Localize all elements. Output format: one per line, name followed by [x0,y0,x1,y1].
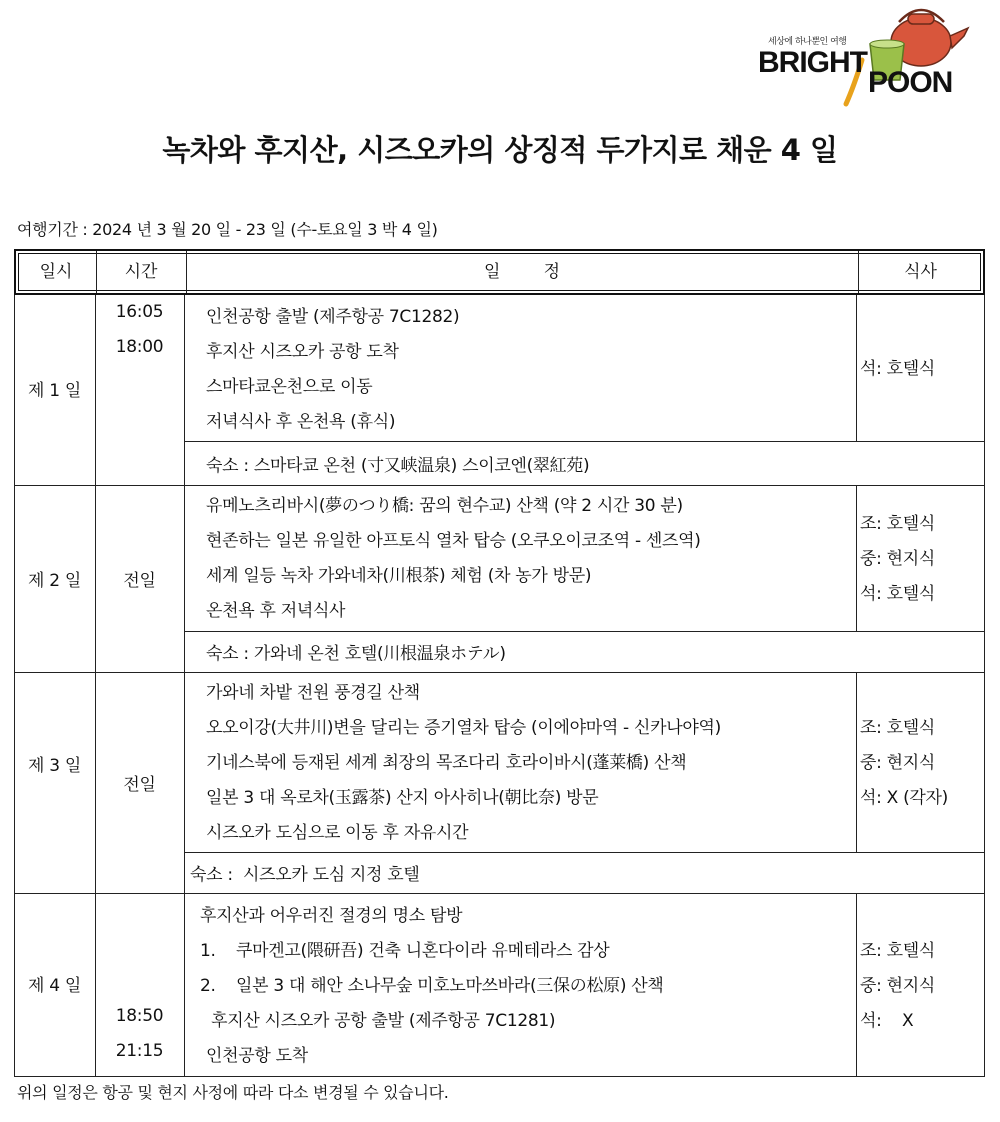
table-border-bottom [14,1076,985,1077]
footnote: 위의 일정은 항공 및 현지 사정에 따라 다소 변경될 수 있습니다. [17,1083,449,1102]
schedule-item: 일본 3 대 옥로차(玉露茶) 산지 아사히나(朝比奈) 방문 [206,788,599,808]
column-divider [856,485,857,631]
meal-item: 중: 현지식 [860,753,936,773]
column-divider [856,295,857,441]
lodging: 숙소 : 가와네 온천 호텔(川根温泉ホテル) [206,644,506,664]
schedule-item: 오오이강(大井川)변을 달리는 증기열차 탑승 (이에야마역 - 신카나야역) [206,718,721,738]
header-meal: 식사 [904,262,937,282]
meal-item: 조: 호텔식 [860,718,936,738]
schedule-item: 기네스북에 등재된 세계 최장의 목조다리 호라이바시(蓬莱橋) 산책 [206,753,687,773]
itinerary-table [14,249,985,1077]
row-divider [14,672,984,673]
lodging: 숙소 : 스마타쿄 온천 (寸又峡温泉) 스이코엔(翠紅苑) [206,456,590,476]
brand-logo [758,0,973,112]
logo-word-bright: BRIGHT [758,46,867,79]
row-divider [184,852,984,853]
meal-item: 석: X (각자) [860,788,949,808]
schedule-item: 2. 일본 3 대 해안 소나무숲 미호노마쓰바라(三保の松原) 산책 [200,976,664,996]
row-divider [14,485,984,486]
travel-period: 여행기간 : 2024 년 3 월 20 일 - 23 일 (수-토요일 3 박 4 일) [17,220,438,239]
schedule-item: 인천공항 도착 [206,1046,308,1066]
row-divider [14,893,984,894]
schedule-item: 현존하는 일본 유일한 아프토식 열차 탑승 (오쿠오이코조역 - 센즈역) [206,531,701,551]
table-header [14,249,985,295]
time-cell: 전일 [123,775,156,795]
meal-item: 조: 호텔식 [860,941,936,961]
lodging: 숙소 : 시즈오카 도심 지정 호텔 [190,865,420,885]
column-divider [856,672,857,852]
column-divider [184,295,185,1077]
schedule-item: 저녁식사 후 온천욕 (휴식) [206,412,396,432]
schedule-item: 후지산과 어우러진 절경의 명소 탐방 [200,906,463,926]
meal-item: 중: 현지식 [860,976,936,996]
day-label: 제 2 일 [28,571,81,591]
schedule-item: 후지산 시즈오카 공항 도착 [206,342,399,362]
schedule-item: 인천공항 출발 (제주항공 7C1282) [206,307,460,327]
table-border-right [984,295,985,1077]
meal-item: 조: 호텔식 [860,514,936,534]
column-divider [95,295,96,1077]
header-day: 일시 [39,262,73,282]
schedule-item: 가와네 차밭 전원 풍경길 산책 [206,683,420,703]
time-cell: 18:00 [115,337,164,357]
schedule-item: 시즈오카 도심으로 이동 후 자유시간 [206,823,469,843]
schedule-item: 후지산 시즈오카 공항 출발 (제주항공 7C1281) [206,1011,556,1031]
time-cell: 21:15 [115,1041,164,1061]
meal-item: 중: 현지식 [860,549,936,569]
header-schedule: 일 정 [483,262,561,282]
schedule-item: 유메노츠리바시(夢のつり橋: 꿈의 현수교) 산책 (약 2 시간 30 분) [206,496,683,516]
meal-item: 석: 호텔식 [860,584,936,604]
day-label: 제 4 일 [28,976,81,996]
day-label: 제 1 일 [28,381,81,401]
schedule-item: 온천욕 후 저녁식사 [206,601,346,621]
day-label: 제 3 일 [28,756,81,776]
page-title: 녹차와 후지산, 시즈오카의 상징적 두가지로 채운 4 일 [162,133,838,167]
schedule-item: 스마타쿄온천으로 이동 [206,377,373,397]
schedule-item: 세계 일등 녹차 가와네차(川根茶) 체험 (차 농가 방문) [206,566,592,586]
time-cell: 전일 [123,571,156,591]
row-divider [184,441,984,442]
row-divider [184,631,984,632]
schedule-item: 1. 쿠마겐고(隈研吾) 건축 니혼다이라 유메테라스 감상 [200,941,610,961]
meal-item: 석: X [860,1011,914,1031]
logo-word-poon: POON [868,66,953,99]
time-cell: 16:05 [115,302,164,322]
logo-tagline: 세상에 하나뿐인 여행 [768,37,847,47]
column-divider [856,893,857,1077]
time-cell: 18:50 [115,1006,164,1026]
table-border-left [14,295,15,1077]
header-time: 시간 [124,262,158,282]
meal-item: 석: 호텔식 [860,359,936,379]
